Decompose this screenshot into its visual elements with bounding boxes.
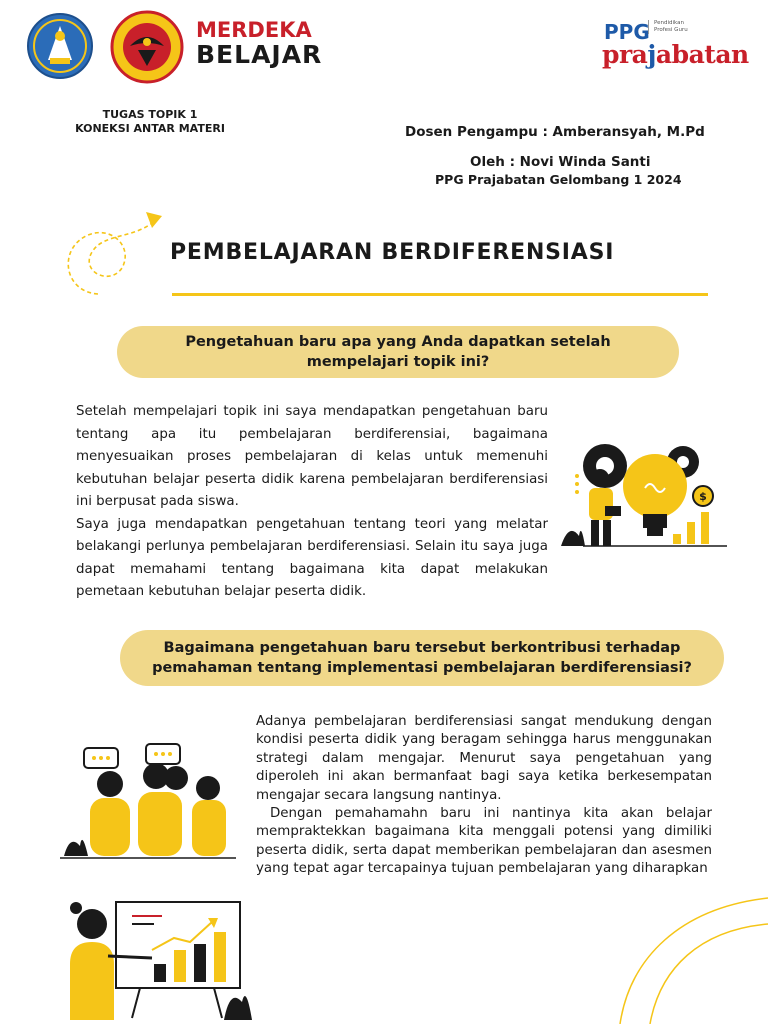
ppg-small-text: Pendidikan Profesi Guru [648, 20, 694, 34]
answer-1 [76, 401, 548, 604]
task-line1: TUGAS TOPIK 1 [102, 108, 198, 121]
answer-2-paragraph-1: Adanya pembelajaran berdiferensiasi sangat mendukung dengan kondisi peserta didik yang beragam sehingga harus menggunakan strategi dalam mengajar. Menurut saya pengetahuan yang diperoleh ini akan bermanfaat bagi saya ketika berkesempatan mengajar secara langsung nantinya. [256, 714, 712, 803]
answer-1-paragraph-2: Saya juga mendapatkan pengetahuan tentang teori yang melatar belakangi perlunya pembelajaran berdiferensiasi. Selain itu saya juga dapat memahami tentang bagaimana kita dapat melakukan pemetaan kebutuhan belajar peserta didik. [76, 516, 548, 599]
task-label [40, 108, 260, 136]
ppg-cohort-line: PPG Prajabatan Gelombang 1 2024 [435, 172, 682, 187]
merdeka-belajar-logo [196, 18, 322, 68]
curve-lines-decoration [600, 868, 768, 1024]
question-2-text: Bagaimana pengetahuan baru tersebut berkontribusi terhadap pemahaman tentang implementasi pembelajaran berdiferensiasi? [152, 640, 692, 676]
presentation-chart-illustration [62, 894, 252, 1020]
ppg-prajabatan-logo [602, 18, 752, 72]
group-discussion-illustration [60, 742, 240, 862]
prajabatan-part2: j [647, 40, 656, 69]
page-title: PEMBELAJARAN BERDIFERENSIASI [170, 240, 615, 265]
university-logo [108, 10, 186, 84]
idea-lightbulb-illustration [555, 436, 730, 551]
author-line: Oleh : Novi Winda Santi [470, 154, 651, 170]
merdeka-text: MERDEKA [196, 18, 312, 42]
answer-1-paragraph-1: Setelah mempelajari topik ini saya mendapatkan pengetahuan baru tentang apa itu pembelajaran berdiferensiai, bagaimana menyesuaikan proses pembelajaran di kelas untuk memenuhi kebutuhan belajar peserta didik karena pembelajaran berdiferensiasi ini berpusat pada siswa. [76, 404, 548, 509]
question-1-banner [117, 326, 679, 378]
prajabatan-part1: pra [602, 40, 648, 69]
answer-2-paragraph-2: Dengan pemahamahn baru ini nantinya kita akan belajar mempraktekkan bagaimana kita menggali potensi yang dimiliki peserta didik, serta dapat memberikan pembelajaran dan asesmen yang tepat agar tercapainya tujuan pembelajaran yang diharapkan [256, 806, 712, 877]
belajar-text: BELAJAR [196, 40, 323, 69]
prajabatan-part3: abatan [655, 40, 749, 69]
task-line2: KONEKSI ANTAR MATERI [75, 122, 225, 135]
svg-text:$: $ [699, 490, 707, 503]
question-1-text: Pengetahuan baru apa yang Anda dapatkan setelah mempelajari topik ini? [185, 334, 611, 370]
ppg-text: PPG [604, 20, 650, 44]
swirl-arrow-decoration [58, 206, 168, 310]
title-underline [172, 293, 708, 296]
prajabatan-text [602, 40, 749, 69]
question-2-banner [120, 630, 724, 686]
lecturer-line: Dosen Pengampu : Amberansyah, M.Pd [405, 124, 705, 140]
answer-2 [256, 713, 712, 879]
tut-wuri-handayani-logo [22, 12, 98, 80]
